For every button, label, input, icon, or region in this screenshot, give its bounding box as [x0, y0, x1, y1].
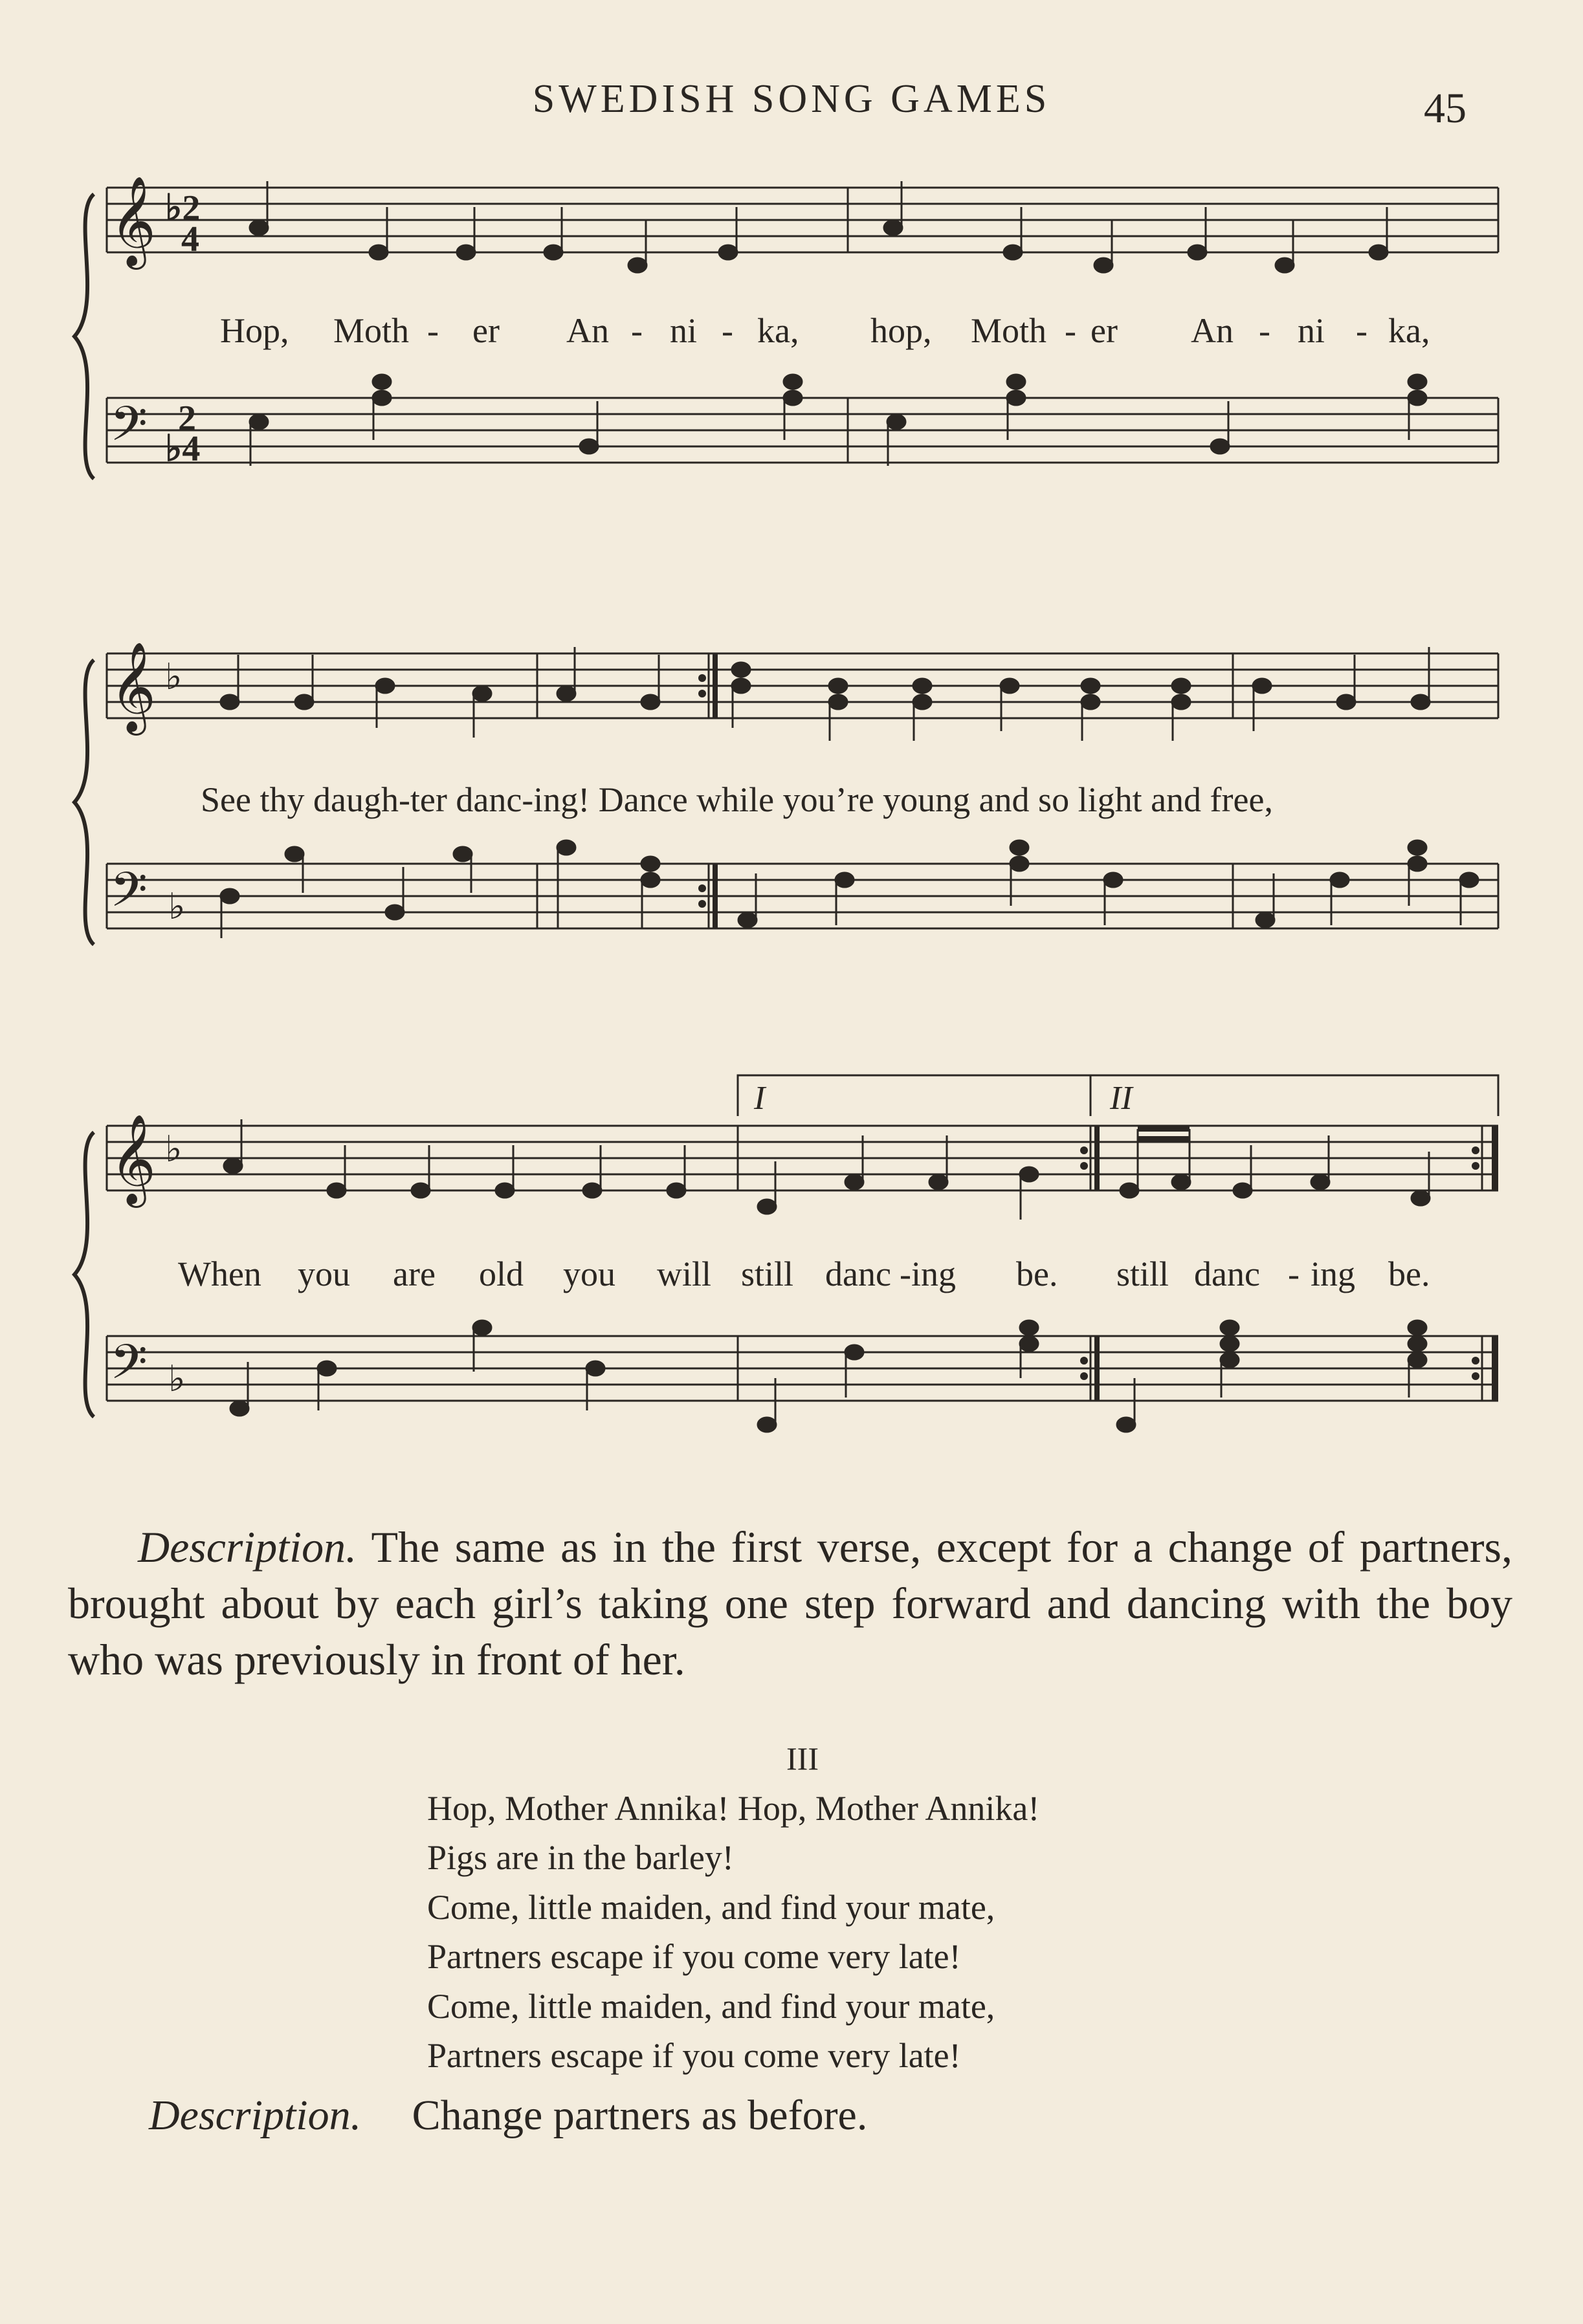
lyric: Hop, — [220, 311, 289, 350]
lyric: still — [1116, 1255, 1169, 1293]
lyric: ni — [1298, 311, 1325, 350]
music-system-3 — [68, 1074, 1511, 1410]
verse-three — [427, 1734, 1398, 2081]
verse-line: Partners escape if you come very late! — [427, 2036, 961, 2075]
lyric: An — [1191, 311, 1234, 350]
lyric: An — [566, 311, 609, 350]
lyric: - — [1288, 1255, 1300, 1293]
verse-line: Partners escape if you come very late! — [427, 1937, 961, 1976]
svg-text:♭: ♭ — [165, 1130, 183, 1170]
lyric: you — [298, 1255, 350, 1293]
lyric: ka, — [757, 311, 799, 350]
bass-staff — [107, 1336, 1498, 1401]
svg-text:♭2: ♭2 — [165, 188, 201, 228]
final-description-text: Change partners as before. — [412, 2092, 868, 2139]
lyric: er — [472, 311, 500, 350]
volta-label-first: I — [754, 1080, 766, 1117]
lyric: -ing — [900, 1255, 956, 1293]
lyric: danc — [825, 1255, 891, 1293]
svg-text:♭: ♭ — [168, 887, 186, 927]
lyric: danc — [1194, 1255, 1260, 1293]
lyric: are — [393, 1255, 436, 1293]
treble-staff — [107, 188, 1498, 252]
description-text: The same as in the first verse, except for a change of partners, brought about by each girl’s taking one step forward and dancing with the boy who was previously in front of her. — [68, 1522, 1512, 1684]
lyric: - — [1065, 311, 1076, 350]
music-system-2 — [68, 641, 1511, 977]
running-head: SWEDISH SONG GAMES — [532, 77, 1051, 121]
lyric: er — [1090, 311, 1118, 350]
lyric: old — [479, 1255, 524, 1293]
volta-label-second: II — [1110, 1080, 1133, 1117]
verse-number: III — [786, 1740, 819, 1777]
music-system-1 — [68, 175, 1511, 511]
lyric: ka, — [1388, 311, 1430, 350]
lyric: ing — [1311, 1255, 1356, 1293]
description-paragraph — [68, 1519, 1512, 1688]
lyric-line-2: See thy daugh-ter danc-ing! Dance while you’re young and so light and free, — [201, 780, 1273, 819]
final-description-label: Description. — [149, 2092, 362, 2139]
svg-text:𝄞: 𝄞 — [110, 642, 156, 732]
lyric: will — [657, 1255, 712, 1293]
lyric: - — [427, 311, 439, 350]
lyric: still — [741, 1255, 794, 1293]
lyric: be. — [1016, 1255, 1058, 1293]
description-label: Description. — [138, 1522, 357, 1572]
treble-staff — [107, 1126, 1498, 1190]
lyric: hop, — [870, 311, 932, 350]
lyric: ni — [670, 311, 698, 350]
svg-text:𝄞: 𝄞 — [110, 1114, 156, 1204]
page-number: 45 — [1424, 85, 1467, 132]
lyric: be. — [1388, 1255, 1430, 1293]
treble-staff — [107, 653, 1498, 718]
lyric: - — [722, 311, 733, 350]
lyric: you — [563, 1255, 615, 1293]
svg-text:♭4: ♭4 — [165, 429, 201, 469]
verse-line: Pigs are in the barley! — [427, 1838, 734, 1877]
svg-text:2: 2 — [178, 399, 196, 439]
svg-text:𝄞: 𝄞 — [110, 176, 156, 266]
lyric: - — [1356, 311, 1367, 350]
bass-staff — [107, 864, 1498, 928]
svg-text:𝄢: 𝄢 — [110, 1334, 148, 1402]
lyric: Moth — [971, 311, 1047, 350]
svg-text:𝄢: 𝄢 — [110, 396, 148, 464]
verse-line: Come, little maiden, and find your mate, — [427, 1986, 995, 2026]
final-description — [149, 2091, 867, 2140]
svg-text:𝄢: 𝄢 — [110, 862, 148, 930]
svg-text:♭: ♭ — [165, 657, 183, 697]
svg-text:4: 4 — [181, 219, 199, 259]
lyric: When — [178, 1255, 261, 1293]
lyric: - — [631, 311, 643, 350]
bass-staff — [107, 398, 1498, 463]
verse-line: Come, little maiden, and find your mate, — [427, 1887, 995, 1927]
svg-text:♭: ♭ — [168, 1359, 186, 1399]
verse-line: Hop, Mother Annika! Hop, Mother Annika! — [427, 1788, 1040, 1828]
lyric: Moth — [333, 311, 410, 350]
lyric: - — [1259, 311, 1270, 350]
